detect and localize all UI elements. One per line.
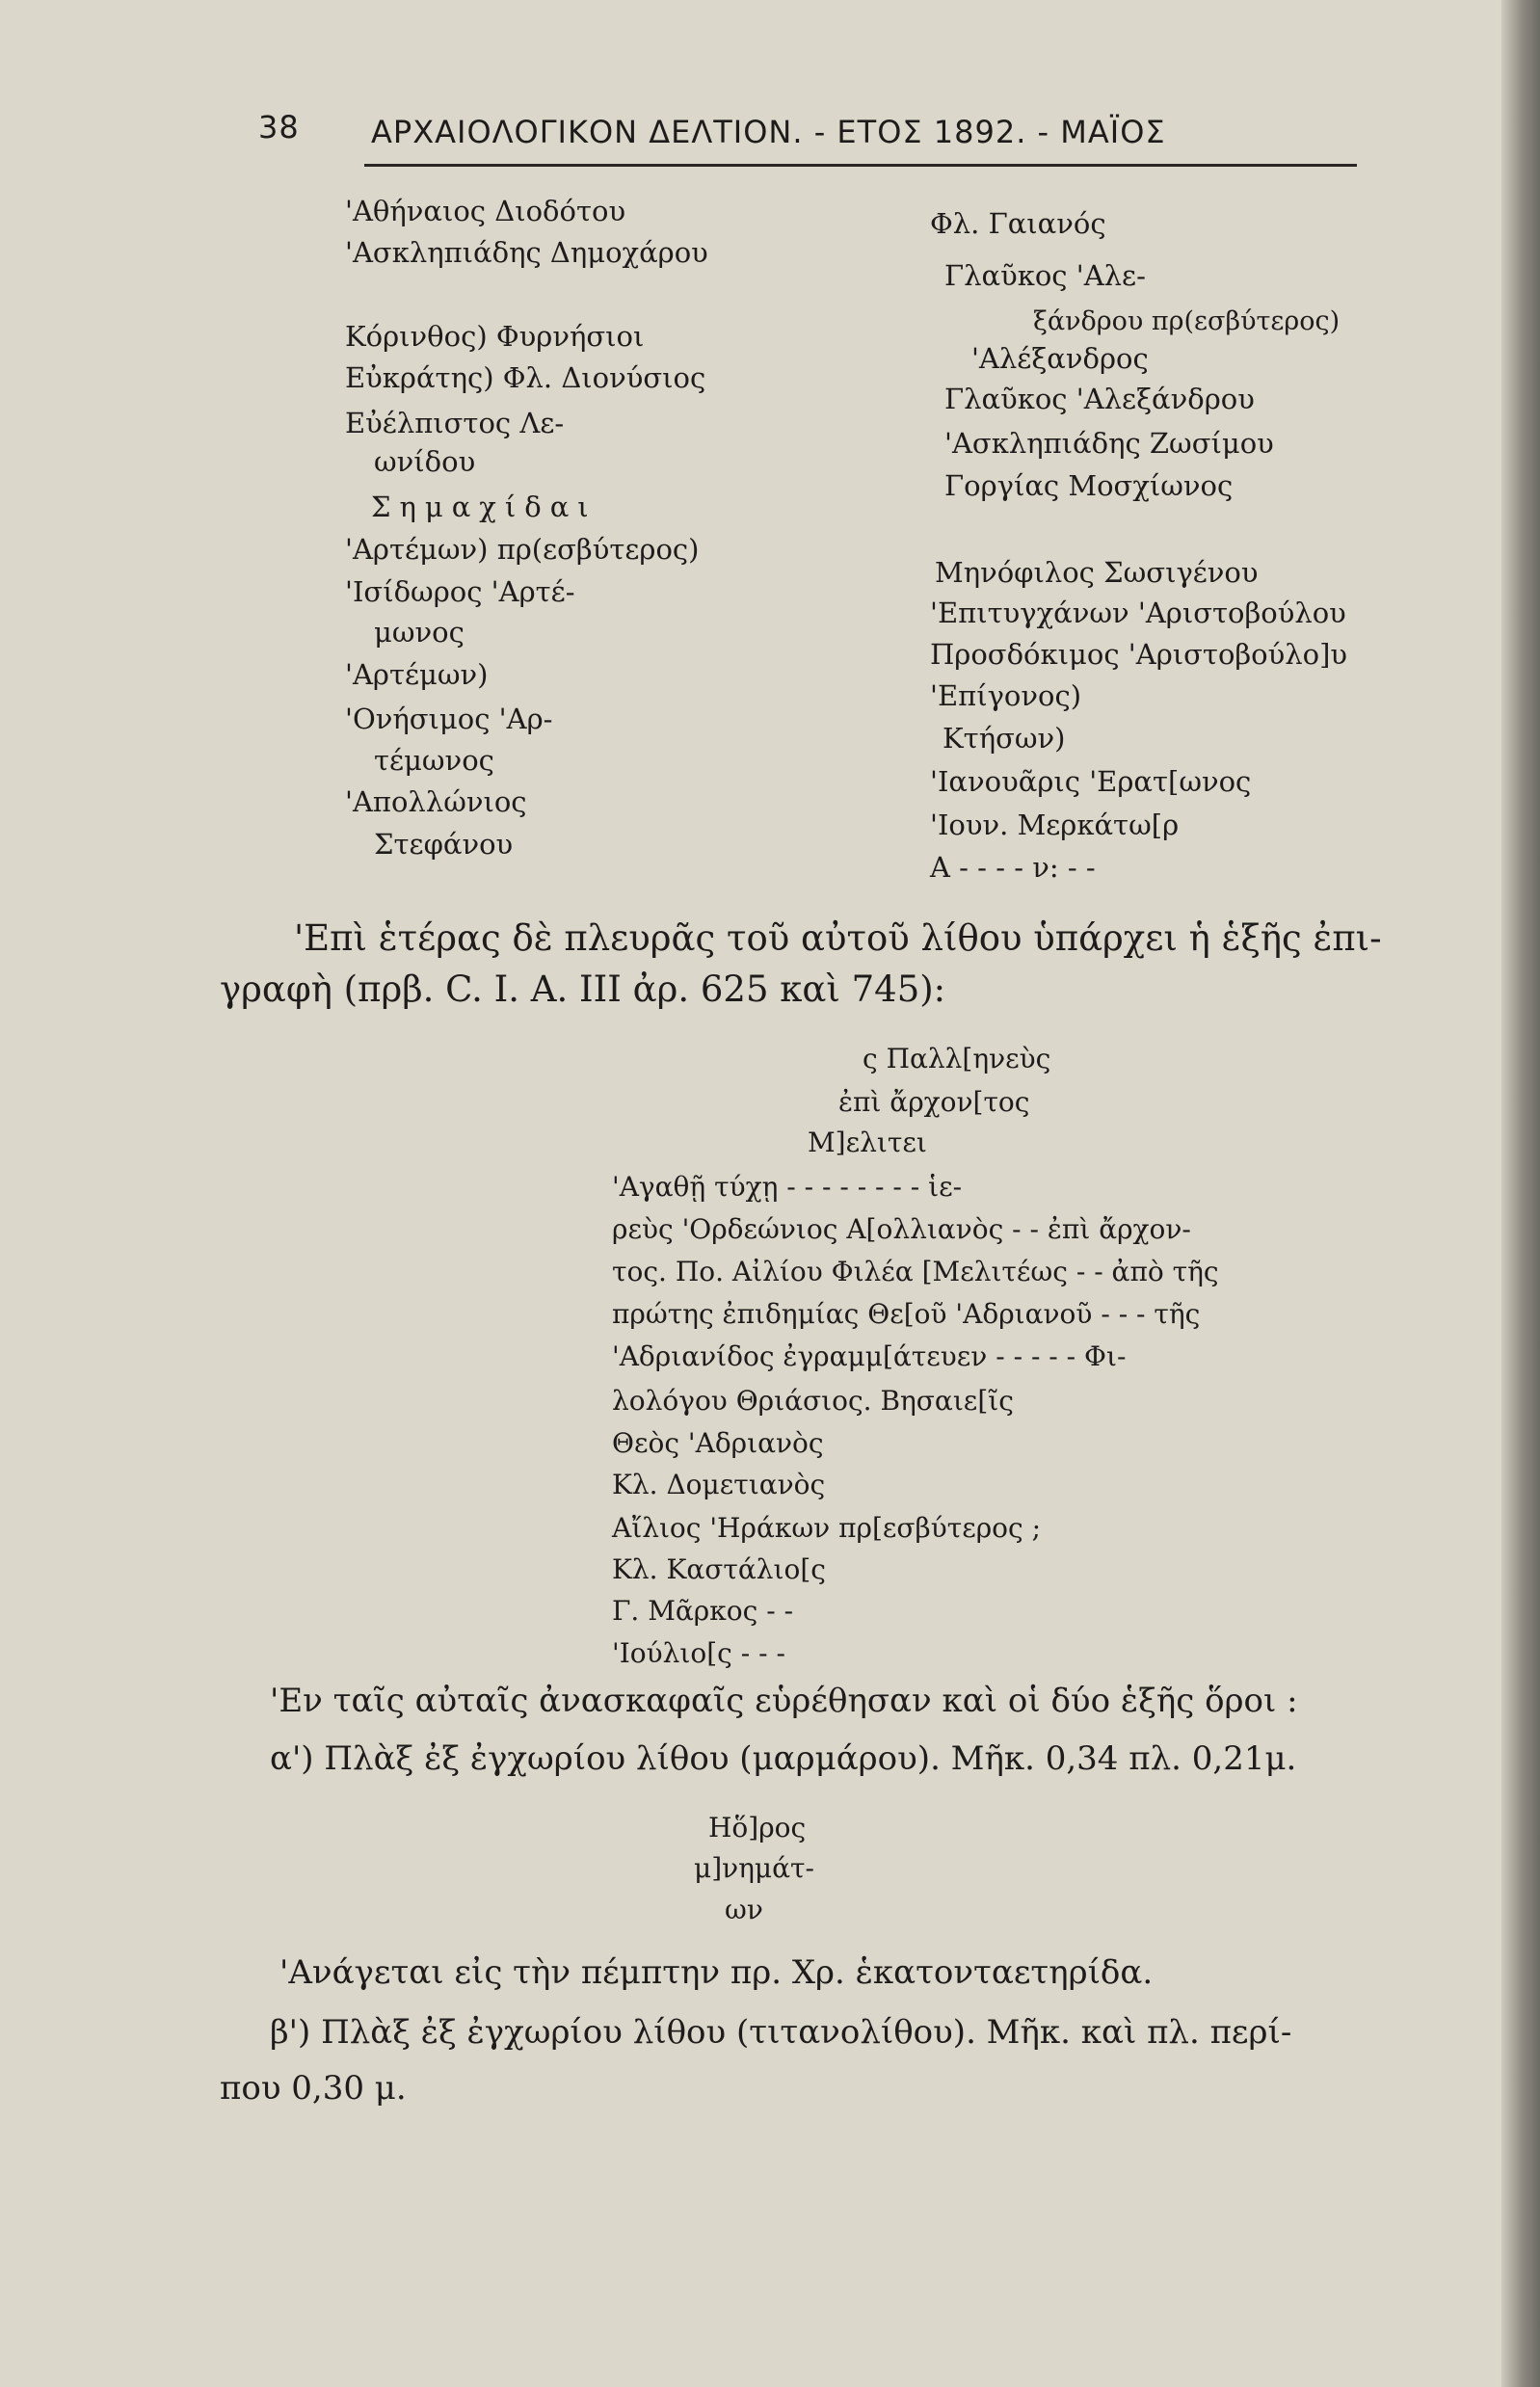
inscription-line: Αἴλιος 'Ηράκων πρ[εσβύτερος ; [612,1512,1042,1544]
paragraph-line: α') Πλὰξ ἐξ ἐγχωρίου λίθου (μαρμάρου). Μῆκ. 0,34 πλ. 0,21μ. [270,1739,1297,1778]
inscription-line: Κλ. Καστάλιο[ς [612,1553,826,1585]
inscription-line: 'Αγαθῇ τύχῃ - - - - - - - - ἱε- [612,1171,963,1203]
names-left-line: Σημαχίδαι [371,491,597,523]
header-rule [364,164,1357,167]
page-edge-shadow [1501,0,1540,2387]
horos-line: μ]νημάτ- [694,1852,814,1884]
names-right-line: Κτήσων) [943,722,1066,755]
inscription-line: πρώτης ἐπιδημίας Θε[οῦ 'Αδριανοῦ - - - τῆς [612,1298,1201,1330]
inscription-line: λολόγου Θριάσιος. Βησαιε[ῖς [612,1385,1014,1417]
names-right-line: 'Επίγονος) [930,679,1082,712]
names-left-line: Κόρινθος) Φυρνήσιοι [345,320,645,353]
names-right-line: ξάνδρου πρ(εσβύτερος) [1033,306,1341,336]
names-right-line: 'Ιανουᾶρις 'Ερατ[ωνος [930,765,1252,798]
inscription-line: Κλ. Δομετιανὸς [612,1469,826,1500]
names-right-line: 'Ασκληπιάδης Ζωσίμου [944,427,1274,460]
names-right-line: Φλ. Γαιανός [930,207,1106,240]
inscription-line: Θεὸς 'Αδριανὸς [612,1427,824,1459]
names-right-line: Γλαῦκος 'Αλε- [944,259,1146,292]
names-left-line: Εὐέλπιστος Λε- [345,407,565,439]
inscription-line: 'Ιούλιο[ς - - - [612,1637,785,1669]
names-right-line: Μηνόφιλος Σωσιγένου [935,556,1259,589]
inscription-head-line: ς Παλλ[ηνεὺς [863,1043,1051,1074]
names-right-line: 'Επιτυγχάνων 'Αριστοβούλου [930,597,1346,629]
names-left-line: μωνος [374,616,465,649]
page-number: 38 [258,109,300,146]
names-right-line: 'Ιουν. Μερκάτω[ρ [930,809,1180,841]
names-left-line: 'Αθήναιος Διοδότου [345,195,626,227]
inscription-line: ρεὺς 'Ορδεώνιος Α[ολλιανὸς - - ἐπὶ ἄρχον- [612,1213,1191,1245]
horos-line: Ηὅ]ρος [708,1812,807,1843]
paragraph-line: που 0,30 μ. [220,2069,407,2108]
horos-line: ων [725,1894,763,1925]
names-left-line: 'Αρτέμων) πρ(εσβύτερος) [345,533,700,566]
paragraph-line: 'Επὶ ἑτέρας δὲ πλευρᾶς τοῦ αὐτοῦ λίθου ὑπάρχει ἡ ἑξῆς ἐπι- [294,917,1382,959]
names-right-line: Α - - - - ν: - - [930,851,1096,884]
paragraph-line: 'Εν ταῖς αὐταῖς ἀνασκαφαῖς εὑρέθησαν καὶ οἱ δύο ἑξῆς ὅροι : [270,1682,1298,1720]
inscription-head-line: ἐπὶ ἄρχον[τος [838,1086,1030,1118]
paragraph-line: γραφὴ (πρβ. C. I. A. III ἀρ. 625 καὶ 745): [220,968,946,1010]
names-left-line: Εὐκράτης) Φλ. Διονύσιος [345,361,706,394]
names-right-line: Γοργίας Μοσχίωνος [944,469,1234,502]
names-left-line: 'Ασκληπιάδης Δημοχάρου [345,236,708,269]
names-left-line: Στεφάνου [374,828,514,861]
inscription-line: 'Αδριανίδος ἐγραμμ[άτευεν - - - - - Φι- [612,1340,1127,1372]
inscription-head-line: Μ]ελιτει [808,1127,927,1158]
inscription-line: τος. Πο. Αἰλίου Φιλέα [Μελιτέως - - ἀπὸ τῆς [612,1256,1219,1287]
names-left-line: ωνίδου [374,445,476,478]
names-left-line: 'Αρτέμων) [345,658,489,691]
paragraph-line: 'Ανάγεται εἰς τὴν πέμπτην πρ. Χρ. ἑκατονταετηρίδα. [279,1953,1154,1992]
inscription-line: Γ. Μᾶρκος - - [612,1595,794,1627]
names-right-line: 'Αλέξανδρος [971,342,1149,375]
names-right-line: Προσδόκιμος 'Αριστοβούλο]υ [930,638,1348,671]
names-left-line: 'Απολλώνιος [345,785,527,818]
names-left-line: 'Ονήσιμος 'Αρ- [345,703,553,735]
names-left-line: τέμωνος [374,744,494,777]
names-left-line: 'Ισίδωρος 'Αρτέ- [345,575,575,608]
paragraph-line: β') Πλὰξ ἐξ ἐγχωρίου λίθου (τιτανολίθου). Μῆκ. καὶ πλ. περί- [270,2013,1292,2052]
names-right-line: Γλαῦκος 'Αλεξάνδρου [944,383,1255,415]
running-title: ΑΡΧΑΙΟΛΟΓΙΚΟΝ ΔΕΛΤΙΟΝ. - ΕΤΟΣ 1892. - ΜΑΪΟΣ [371,114,1166,150]
